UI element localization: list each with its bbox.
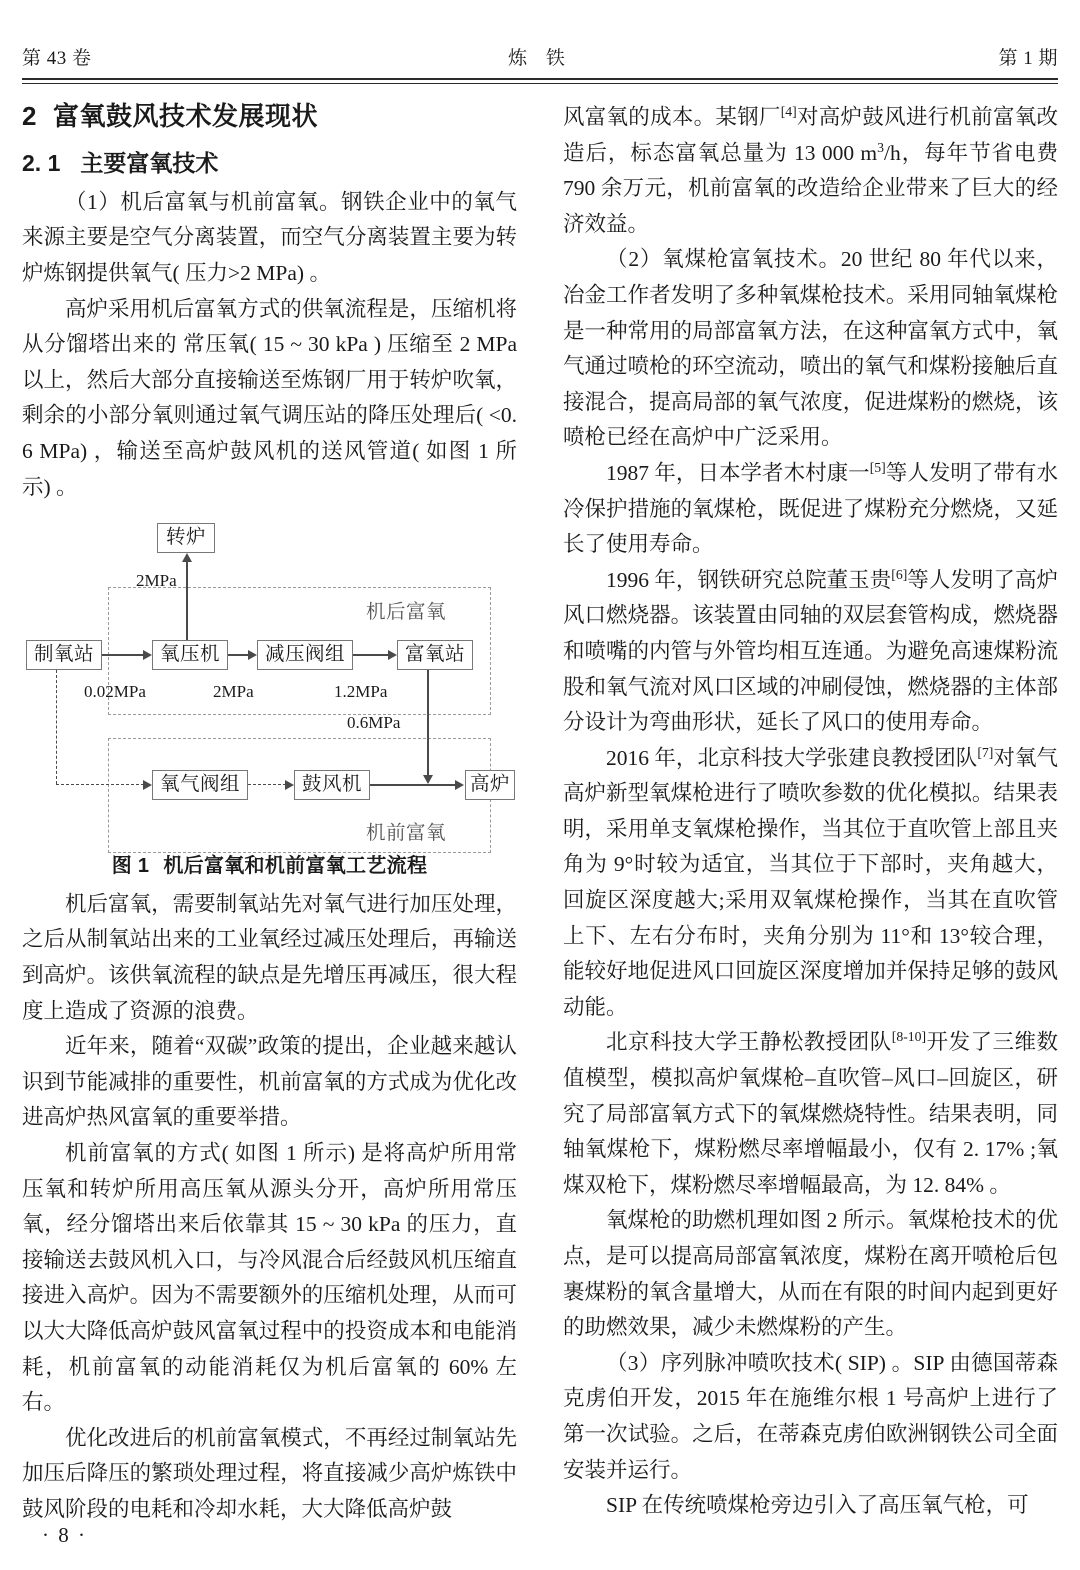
header-rule-thick (22, 78, 1058, 80)
paragraph: 机前富氧的方式( 如图 1 所示) 是将高炉所用常压氧和转炉所用高压氧从源头分开，高炉所用常压氧，经分馏塔出来后依靠其 15 ~ 30 kPa 的压力，直接输送去鼓风机入口，与冷风混合后经鼓风机压缩直接进入高炉。因为不需要额外的压缩机处理，从而可以大大降低高炉鼓风富氧过程中的投资成本和电能消耗，机前富氧的动能消耗仅为机后富氧的 60% 左右。 (22, 1140, 517, 1415)
group-label-pre-machine: 机前富氧 (366, 823, 447, 845)
node-blower: 鼓风机 (294, 770, 370, 800)
edge-blower-to-blast-furnace (370, 784, 456, 786)
edge-compressor-to-valve (228, 654, 249, 656)
edge-compressor-to-converter (186, 561, 188, 640)
arrow-plant-to-compressor (143, 650, 152, 660)
edge-label-valve-to-station: 1.2MPa (334, 682, 388, 702)
edge-plant-across-dashed (56, 784, 144, 785)
reference-marker: [8-10] (891, 1029, 927, 1045)
journal-title: 炼 铁 (508, 48, 572, 69)
arrow-station-to-main-line (423, 775, 433, 784)
edge-valve-to-station (353, 654, 389, 656)
header-rule-thin (22, 83, 1058, 84)
group-label-post-machine: 机后富氧 (366, 602, 447, 624)
figure-1-caption (22, 849, 517, 885)
page-number: · 8 · (42, 1523, 87, 1547)
edge-label-station-to-blower: 0.6MPa (347, 713, 401, 733)
reference-marker: [7] (977, 744, 994, 760)
section-number: 2 (22, 101, 37, 131)
paragraph: SIP 在传统喷煤枪旁边引入了高压氧气枪，可 (606, 1493, 1029, 1518)
arrow-compressor-to-converter (182, 553, 192, 562)
paragraph: 近年来，随着“双碳”政策的提出，企业越来越认识到节能减排的重要性，机前富氧的方式成为优化改进高炉热风富氧的重要举措。 (22, 1034, 517, 1130)
paragraph: 风富氧的成本。某钢厂[4]对高炉鼓风进行机前富氧改造后，标态富氧总量为 13 000 m$^3$/h，每年节省电费 790 余万元，机前富氧的改造给企业带来了巨大的经济效益。 (563, 103, 1058, 236)
reference-marker: [6] (891, 566, 908, 582)
reference-marker: 3 (877, 139, 885, 155)
section-title: 富氧鼓风技术发展现状 (52, 101, 318, 131)
paragraph: 1987 年，日本学者木村康一[5]等人发明了带有水冷保护措施的氧煤枪，既促进了煤粉充分燃烧，又延长了使用寿命。 (563, 459, 1058, 557)
paragraph: （2）氧煤枪富氧技术。20 世纪 80 年代以来，冶金工作者发明了多种氧煤枪技术。采用同轴氧煤枪是一种常用的局部富氧方法，在这种富氧方式中，氧气通过喷枪的环空流动，喷出的氧气和煤粉接触后直接混合，提高局部的氧气浓度，促进煤粉的燃烧，该喷枪已经在高炉中广泛采用。 (563, 247, 1058, 450)
reference-marker: [4] (780, 103, 797, 119)
arrow-plant-to-oxygen-valve-group (143, 780, 152, 790)
edge-plant-to-compressor (102, 654, 144, 656)
paragraph: 氧煤枪的助燃机理如图 2 所示。氧煤枪技术的优点，是可以提高局部富氧浓度，煤粉在离开喷枪后包裹煤粉的氧含量增大，从而在有限的时间内起到更好的助燃效果，减少未燃煤粉的产生。 (563, 1208, 1058, 1340)
figure-1-diagram (22, 515, 517, 845)
edge-label-compressor-to-valve: 2MPa (213, 682, 254, 702)
paragraph: （3）序列脉冲喷吹技术( SIP) 。SIP 由德国蒂森克虏伯开发，2015 年在施维尔根 1 号高炉上进行了第一次试验。之后，在蒂森克虏伯欧洲钢铁公司全面安装并运行。 (563, 1350, 1058, 1482)
node-pressure-reducing-valve-group: 减压阀组 (257, 640, 353, 670)
left-column (22, 100, 517, 1527)
paragraph: 北京科技大学王静松教授团队[8-10]开发了三维数值模型，模拟高炉氧煤枪–直吹管–风口–回旋区，研究了局部富氧方式下的氧煤燃烧特性。结果表明，同轴氧煤枪下，煤粉燃尽率增幅最小，仅有 2. 17% ;氧煤双枪下，煤粉燃尽率增幅最高，为 12. 84% 。 (563, 1029, 1058, 1197)
paragraph: 机后富氧，需要制氧站先对氧气进行加压处理，之后从制氧站出来的工业氧经过减压处理后，再输送到高炉。该供氧流程的缺点是先增压再减压，很大程度上造成了资源的浪费。 (22, 891, 517, 1023)
paragraph: 优化改进后的机前富氧模式，不再经过制氧站先加压后降压的繁琐处理过程，将直接减少高炉炼铁中鼓风阶段的电耗和冷却水耗，大大降低高炉鼓 (22, 1425, 517, 1521)
edge-label-to-converter: 2MPa (136, 571, 177, 591)
running-head (22, 36, 1058, 70)
figure-1-number: 图 1 (111, 855, 150, 878)
subsection-number: 2. 1 (22, 149, 61, 176)
arrow-valve-to-station (388, 650, 397, 660)
node-converter: 转炉 (157, 523, 215, 553)
paragraph: （1）机后富氧与机前富氧。钢铁企业中的氧气来源主要是空气分离装置，而空气分离装置主要为转炉炼钢提供氧气( 压力>2 MPa) 。 (22, 189, 517, 286)
volume-label: 第 43 卷 (22, 48, 92, 69)
node-oxygen-valve-group: 氧气阀组 (152, 770, 248, 800)
edge-plant-down-dashed (56, 670, 57, 784)
figure-1-caption-text: 机后富氧和机前富氧工艺流程 (163, 855, 428, 878)
node-oxygen-compressor: 氧压机 (152, 640, 228, 670)
edge-oxygen-valve-to-blower-dashed (248, 784, 286, 785)
figure-1 (22, 515, 517, 885)
section-heading (22, 100, 517, 134)
node-blast-furnace: 高炉 (465, 770, 515, 800)
paragraph: 高炉采用机后富氧方式的供氧流程是，压缩机将从分馏塔出来的 常压氧( 15 ~ 30 kPa ) 压缩至 2 MPa以上，然后大部分直接输送至炼钢厂用于转炉吹氧，剩余的小部分氧则通过氧气调压站的降压处理后( <0. 6 MPa) ，输送至高炉鼓风机的送风管道( 如图 1 所示) 。 (22, 296, 517, 499)
arrow-oxygen-valve-to-blower (285, 780, 294, 790)
subsection-title: 主要富氧技术 (80, 149, 219, 176)
paragraph: 1996 年，钢铁研究总院董玉贵[6]等人发明了高炉风口燃烧器。该装置由同轴的双层套管构成，燃烧器和喷嘴的内管与外管均相互连通。为避免高速煤粉流股和氧气流对风口区域的冲刷侵蚀，燃烧器的主体部分设计为弯曲形状，延长了风口的使用寿命。 (563, 566, 1058, 735)
paragraph: 2016 年，北京科技大学张建良教授团队[7]对氧气高炉新型氧煤枪进行了喷吹参数的优化模拟。结果表明，采用单支氧煤枪操作，当其位于直吹管上部且夹角为 9°时较为适宜，当其位于下部时，夹角越大，回旋区深度越大;采用双氧煤枪操作，当其在直吹管上下、左右分布时，夹角分别为 11°和 13°较合理，能较好地促进风口回旋区深度增加并保持足够的鼓风动能。 (563, 744, 1058, 1019)
right-column (563, 100, 1058, 1524)
issue-label: 第 1 期 (998, 48, 1058, 69)
subsection-heading (22, 148, 517, 179)
edge-station-to-main-line (427, 670, 429, 776)
arrow-compressor-to-valve (248, 650, 257, 660)
node-oxygen-plant: 制氧站 (26, 640, 102, 670)
reference-marker: [5] (869, 459, 886, 475)
node-oxygen-enrichment-station: 富氧站 (397, 640, 473, 670)
edge-label-plant-to-compressor: 0.02MPa (84, 682, 146, 702)
arrow-blower-to-blast-furnace (455, 780, 464, 790)
